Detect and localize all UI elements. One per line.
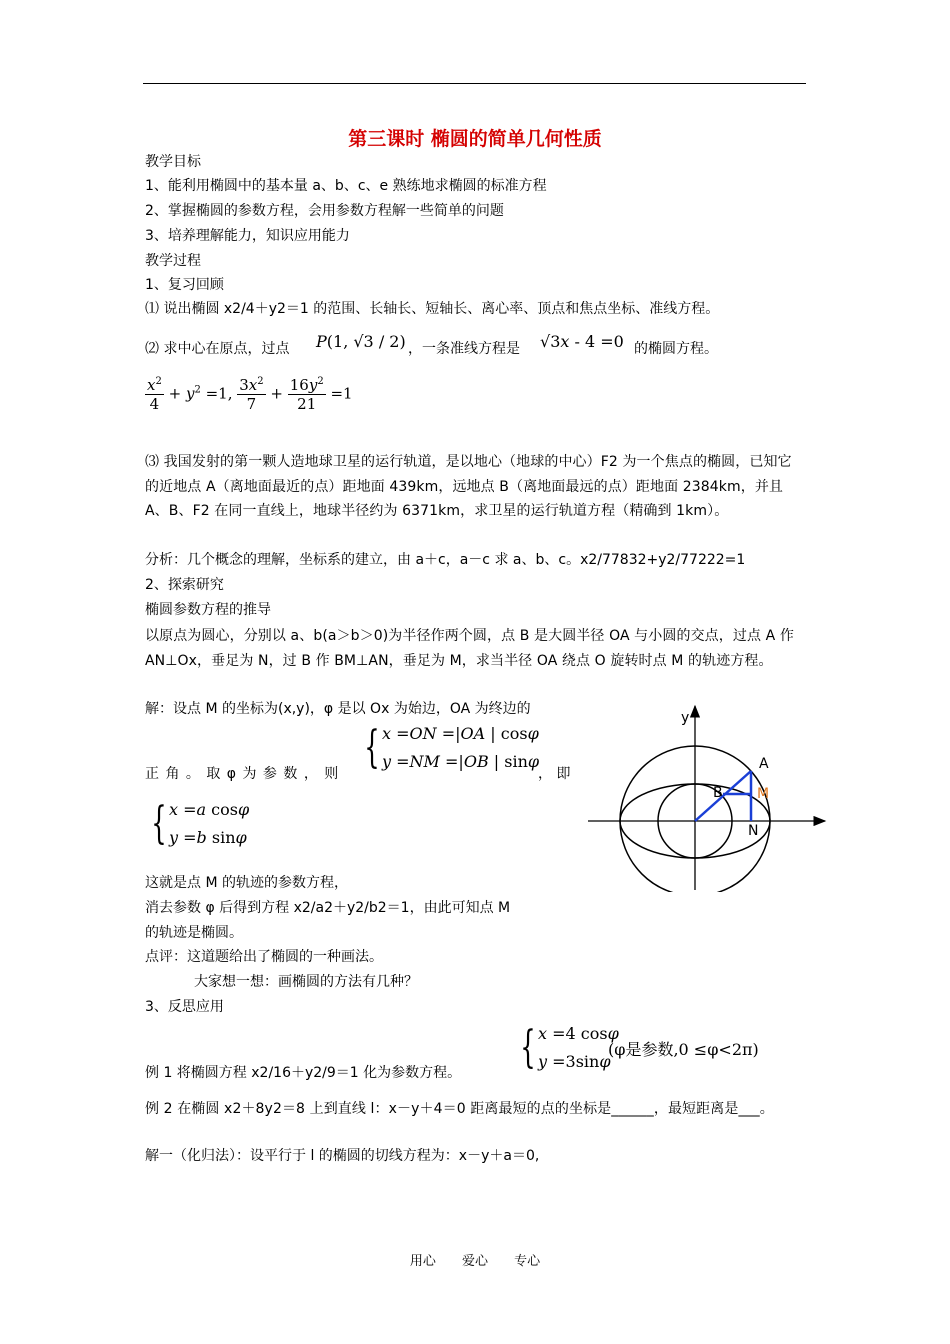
solution-line: 消去参数 φ 后得到方程 x2/a2＋y2/b2＝1，由此可知点 M [145, 900, 511, 916]
radius-oa [695, 771, 751, 821]
parametric-system-2: { x =a cosφ y =b sinφ [151, 798, 250, 849]
q2-prefix: ⑵ 求中心在原点，过点 [145, 341, 290, 357]
example-2: 例 2 在椭圆 x2＋8y2＝8 上到直线 l：x－y＋4＝0 距离最短的点的坐标是______，最短距离是___。 [145, 1101, 774, 1117]
q2-middle: ，一条准线方程是 [408, 341, 520, 357]
text-line: 教学过程 [145, 253, 201, 269]
solution-line: 点评：这道题给出了椭圆的一种画法。 [145, 949, 383, 965]
label-n: N [748, 823, 759, 839]
solution-line: 正 角 。 取 φ 为 参 数 ， 则 [145, 766, 339, 782]
solution-one: 解一（化归法）：设平行于 l 的椭圆的切线方程为：x－y＋a＝0, [145, 1148, 540, 1164]
parameter-range: (φ是参数,0 ≤φ<2π) [608, 1040, 759, 1059]
text-line: 教学目标 [145, 154, 201, 170]
analysis-text: 分析：几个概念的理解，坐标系的建立，由 a＋c，a－c 求 a、b、c。x2/77832+y2/77222=1 [145, 552, 746, 568]
parametric-system-1: { x =ON =|OA | cosφ y =NM =|OB | sinφ [364, 722, 540, 773]
solution-line: 这就是点 M 的轨迹的参数方程， [145, 875, 348, 891]
text-line: 1、复习回顾 [145, 277, 224, 293]
label-m: M [757, 786, 770, 802]
q3-text: ⑶ 我国发射的第一颗人造地球卫星的运行轨道，是以地心（地球的中心）F2 为一个焦点的椭圆，已知它的近地点 A（离地面最近的点）距地面 439km，远地点 B（离地面最远的点）距地面 2384km，并且 A、B、F2 在同一直线上，地球半径约为 6371km，求卫星的运行轨道方程（精确到 1km）。 [145, 454, 792, 519]
section-heading: 2、探索研究 [145, 577, 224, 593]
text-line: 2、掌握椭圆的参数方程，会用参数方程解一些简单的问题 [145, 203, 504, 219]
text-line: 3、培养理解能力，知识应用能力 [145, 228, 350, 244]
label-a: A [759, 756, 769, 772]
page-title: 第三课时 椭圆的简单几何性质 [348, 128, 602, 150]
header-rule [143, 83, 806, 84]
explore-text: 以原点为圆心，分别以 a、b(a＞b＞0)为半径作两个圆，点 B 是大圆半径 OA 与小圆的交点，过点 A 作 AN⊥Ox，垂足为 N，过 B 作 BM⊥AN，垂足为 M，求当半径 OA 绕点 O 旋转时点 M 的轨迹方程。 [145, 628, 794, 669]
y-axis-label: y [681, 710, 690, 726]
page-footer: 用心 爱心 专心 [409, 1254, 541, 1269]
solution-line: ， 即 [538, 766, 571, 782]
parametric-system-3: { x =4 cosφ y =3sinφ [520, 1022, 619, 1073]
solution-line: 大家想一想：画椭圆的方法有几种？ [194, 974, 418, 990]
example-1: 例 1 将椭圆方程 x2/16＋y2/9＝1 化为参数方程。 [145, 1065, 462, 1081]
section-heading: 3、反思应用 [145, 999, 224, 1015]
label-b: B [713, 785, 723, 801]
solution-line: 解：设点 M 的坐标为(x,y)，φ 是以 Ox 为始边，OA 为终边的 [145, 701, 531, 717]
text-line: 1、能利用椭圆中的基本量 a、b、c、e 熟练地求椭圆的标准方程 [145, 178, 547, 194]
solution-line: 的轨迹是椭圆。 [145, 925, 243, 941]
text-line: 椭圆参数方程的推导 [145, 602, 271, 618]
ellipse-figure [583, 702, 833, 892]
directrix-formula: √3x - 4 =0 [540, 332, 624, 351]
answer-equations: $\frac{x^2}{4}$ + $y^2 =1$, $\frac{3x^2}{7}$ + $\frac{16y^2}{21}$ =1 [147, 376, 353, 413]
point-p-formula: P(1, √3 / 2) [316, 332, 406, 351]
q2-suffix: 的椭圆方程。 [634, 341, 718, 357]
text-line: ⑴ 说出椭圆 x2/4＋y2＝1 的范围、长轴长、短轴长、离心率、顶点和焦点坐标、准线方程。 [145, 301, 720, 317]
